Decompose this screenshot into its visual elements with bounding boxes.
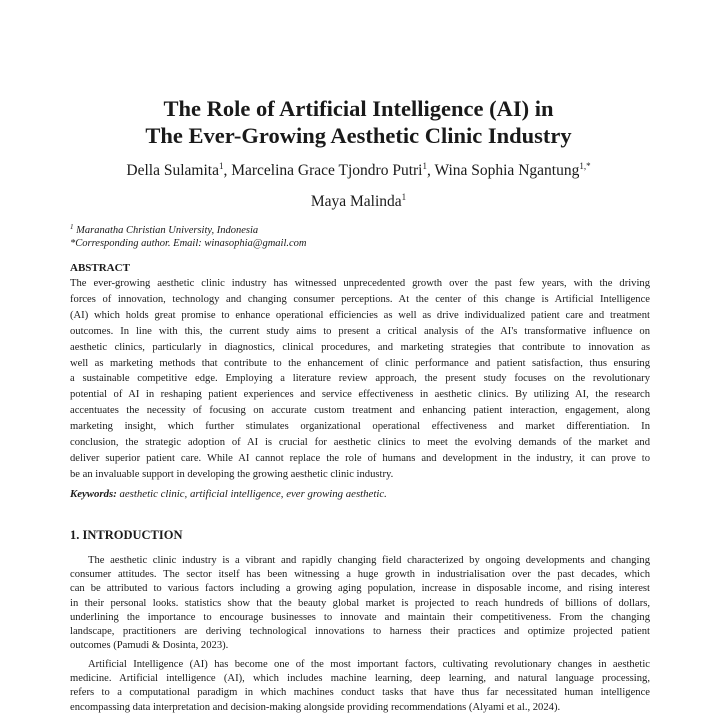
- paragraph-line: refers to a computational paradigm in which machines conduct tasks that have thus far necessitated human intelligence: [70, 687, 650, 699]
- paragraph-line: Artificial Intelligence (AI) has become one of the most important factors, cultivating revolutionary changes in aesthetic: [88, 659, 650, 670]
- introduction-paragraph-2: [70, 658, 650, 715]
- affiliation-mark: 1: [70, 223, 74, 231]
- author-name: , Marcelina Grace Tjondro Putri: [223, 162, 423, 179]
- paragraph-line: in their personal looks. statistics show that the beauty global market is projected to reach hundreds of billions of dollars,: [70, 597, 650, 609]
- abstract-line: forces of innovation, technology and changing consumer perceptions. At the center of this change is Artificial Intelligence: [70, 293, 650, 305]
- abstract-line: aesthetic clinics, particularly in diagnostics, clinical procedures, and marketing strategies that contribute to innovation as: [70, 341, 650, 353]
- abstract-line: outcomes. In line with this, the current study aims to present a critical analysis of the AI's transformative influence on: [70, 325, 650, 337]
- paragraph-line: outcomes (Pamudi & Dosinta, 2023).: [70, 640, 229, 652]
- author-name: Maya Malinda: [310, 193, 402, 210]
- abstract-line: conclusion, the strategic adoption of AI is crucial for aesthetic clinics to meet the evolving demands of the market and: [70, 437, 650, 449]
- paragraph-line: The aesthetic clinic industry is a vibrant and rapidly changing field characterized by ongoing developments and changing: [88, 555, 650, 566]
- paragraph-line: encompassing data interpretation and decision-making alongside providing recommendations (Alyami et al., 2024).: [70, 701, 561, 713]
- author-line-2: [60, 184, 657, 215]
- author-affiliation-mark: 1,*: [579, 161, 591, 171]
- paragraph-line: landscape, practitioners are deriving technological innovations to harness their practices and optimize projected patient: [70, 626, 650, 638]
- affiliations: [70, 221, 650, 250]
- affiliation-line: [70, 221, 650, 237]
- abstract-line: potential of AI in reshaping patient experiences and service effectiveness in aesthetic clinics. By utilizing AI, the research: [70, 389, 650, 401]
- title-line-1: The Role of Artificial Intelligence (AI) in: [163, 96, 554, 121]
- introduction-paragraph-1: [70, 554, 650, 653]
- abstract-line: be an invaluable support in developing the growing aesthetic clinic industry.: [70, 468, 394, 480]
- paper-title: [60, 95, 657, 149]
- paragraph-line: consumer attitudes. The sector itself has been witnessing a huge growth in industrialisation over the past decades, which: [70, 569, 650, 581]
- author-affiliation-mark: 1: [422, 161, 427, 171]
- author-affiliation-mark: 1: [401, 192, 407, 202]
- abstract-line: a sustainable competitive edge. Employing a literature review approach, the present study focuses on the revolutionary: [70, 373, 650, 385]
- keywords-value: aesthetic clinic, artificial intelligence, ever growing aesthetic.: [116, 488, 387, 500]
- keywords: [70, 488, 650, 501]
- paragraph-line: underlining the importance to encourage businesses to innovate and maintain their competitiveness. From the changing: [70, 611, 650, 623]
- affiliation-text: Maranatha Christian University, Indonesia: [73, 225, 259, 236]
- paragraph-line: can be attributed to various factors including a growing aging population, increase in disposable income, and rising interest: [70, 583, 650, 595]
- title-line-2: The Ever-Growing Aesthetic Clinic Industry: [145, 123, 572, 148]
- author-name: Della Sulamita: [126, 162, 219, 179]
- author-affiliation-mark: 1: [218, 161, 224, 171]
- abstract-line: deliver superior patient care. While AI cannot replace the role of humans and development in the industry, it can prove to: [70, 452, 650, 464]
- abstract-line: marketing insight, which further stimulates organizational operational effectiveness and market differentiation. In: [70, 421, 650, 433]
- author-list: [60, 153, 657, 215]
- author-name: , Wina Sophia Ngantung: [426, 162, 580, 179]
- abstract-line: accentuates the necessity of focusing on accurate custom treatment and enhancing patient interaction, engagement, along: [70, 405, 650, 417]
- abstract-heading: ABSTRACT: [70, 262, 130, 274]
- corresponding-author-line: *Corresponding author. Email: winasophia@gmail.com: [70, 238, 307, 249]
- abstract-body: [70, 276, 650, 483]
- paragraph-line: medicine. Artificial intelligence (AI), which includes machine learning, deep learning, and natural language processing,: [70, 673, 650, 685]
- author-line-1: [60, 153, 657, 184]
- abstract-line: (AI) which holds great promise to enhance operational efficiencies as well as drive individualized patient care and treatment: [70, 309, 650, 321]
- section-heading-introduction: 1. INTRODUCTION: [70, 528, 183, 542]
- abstract-line: well as marketing methods that contribute to the enhancement of clinic performance and patient satisfaction, thus ensuring: [70, 357, 650, 369]
- abstract-line: The ever-growing aesthetic clinic industry has witnessed unprecedented growth over the past few years, with the driving: [70, 278, 650, 289]
- keywords-label: Keywords:: [70, 488, 117, 500]
